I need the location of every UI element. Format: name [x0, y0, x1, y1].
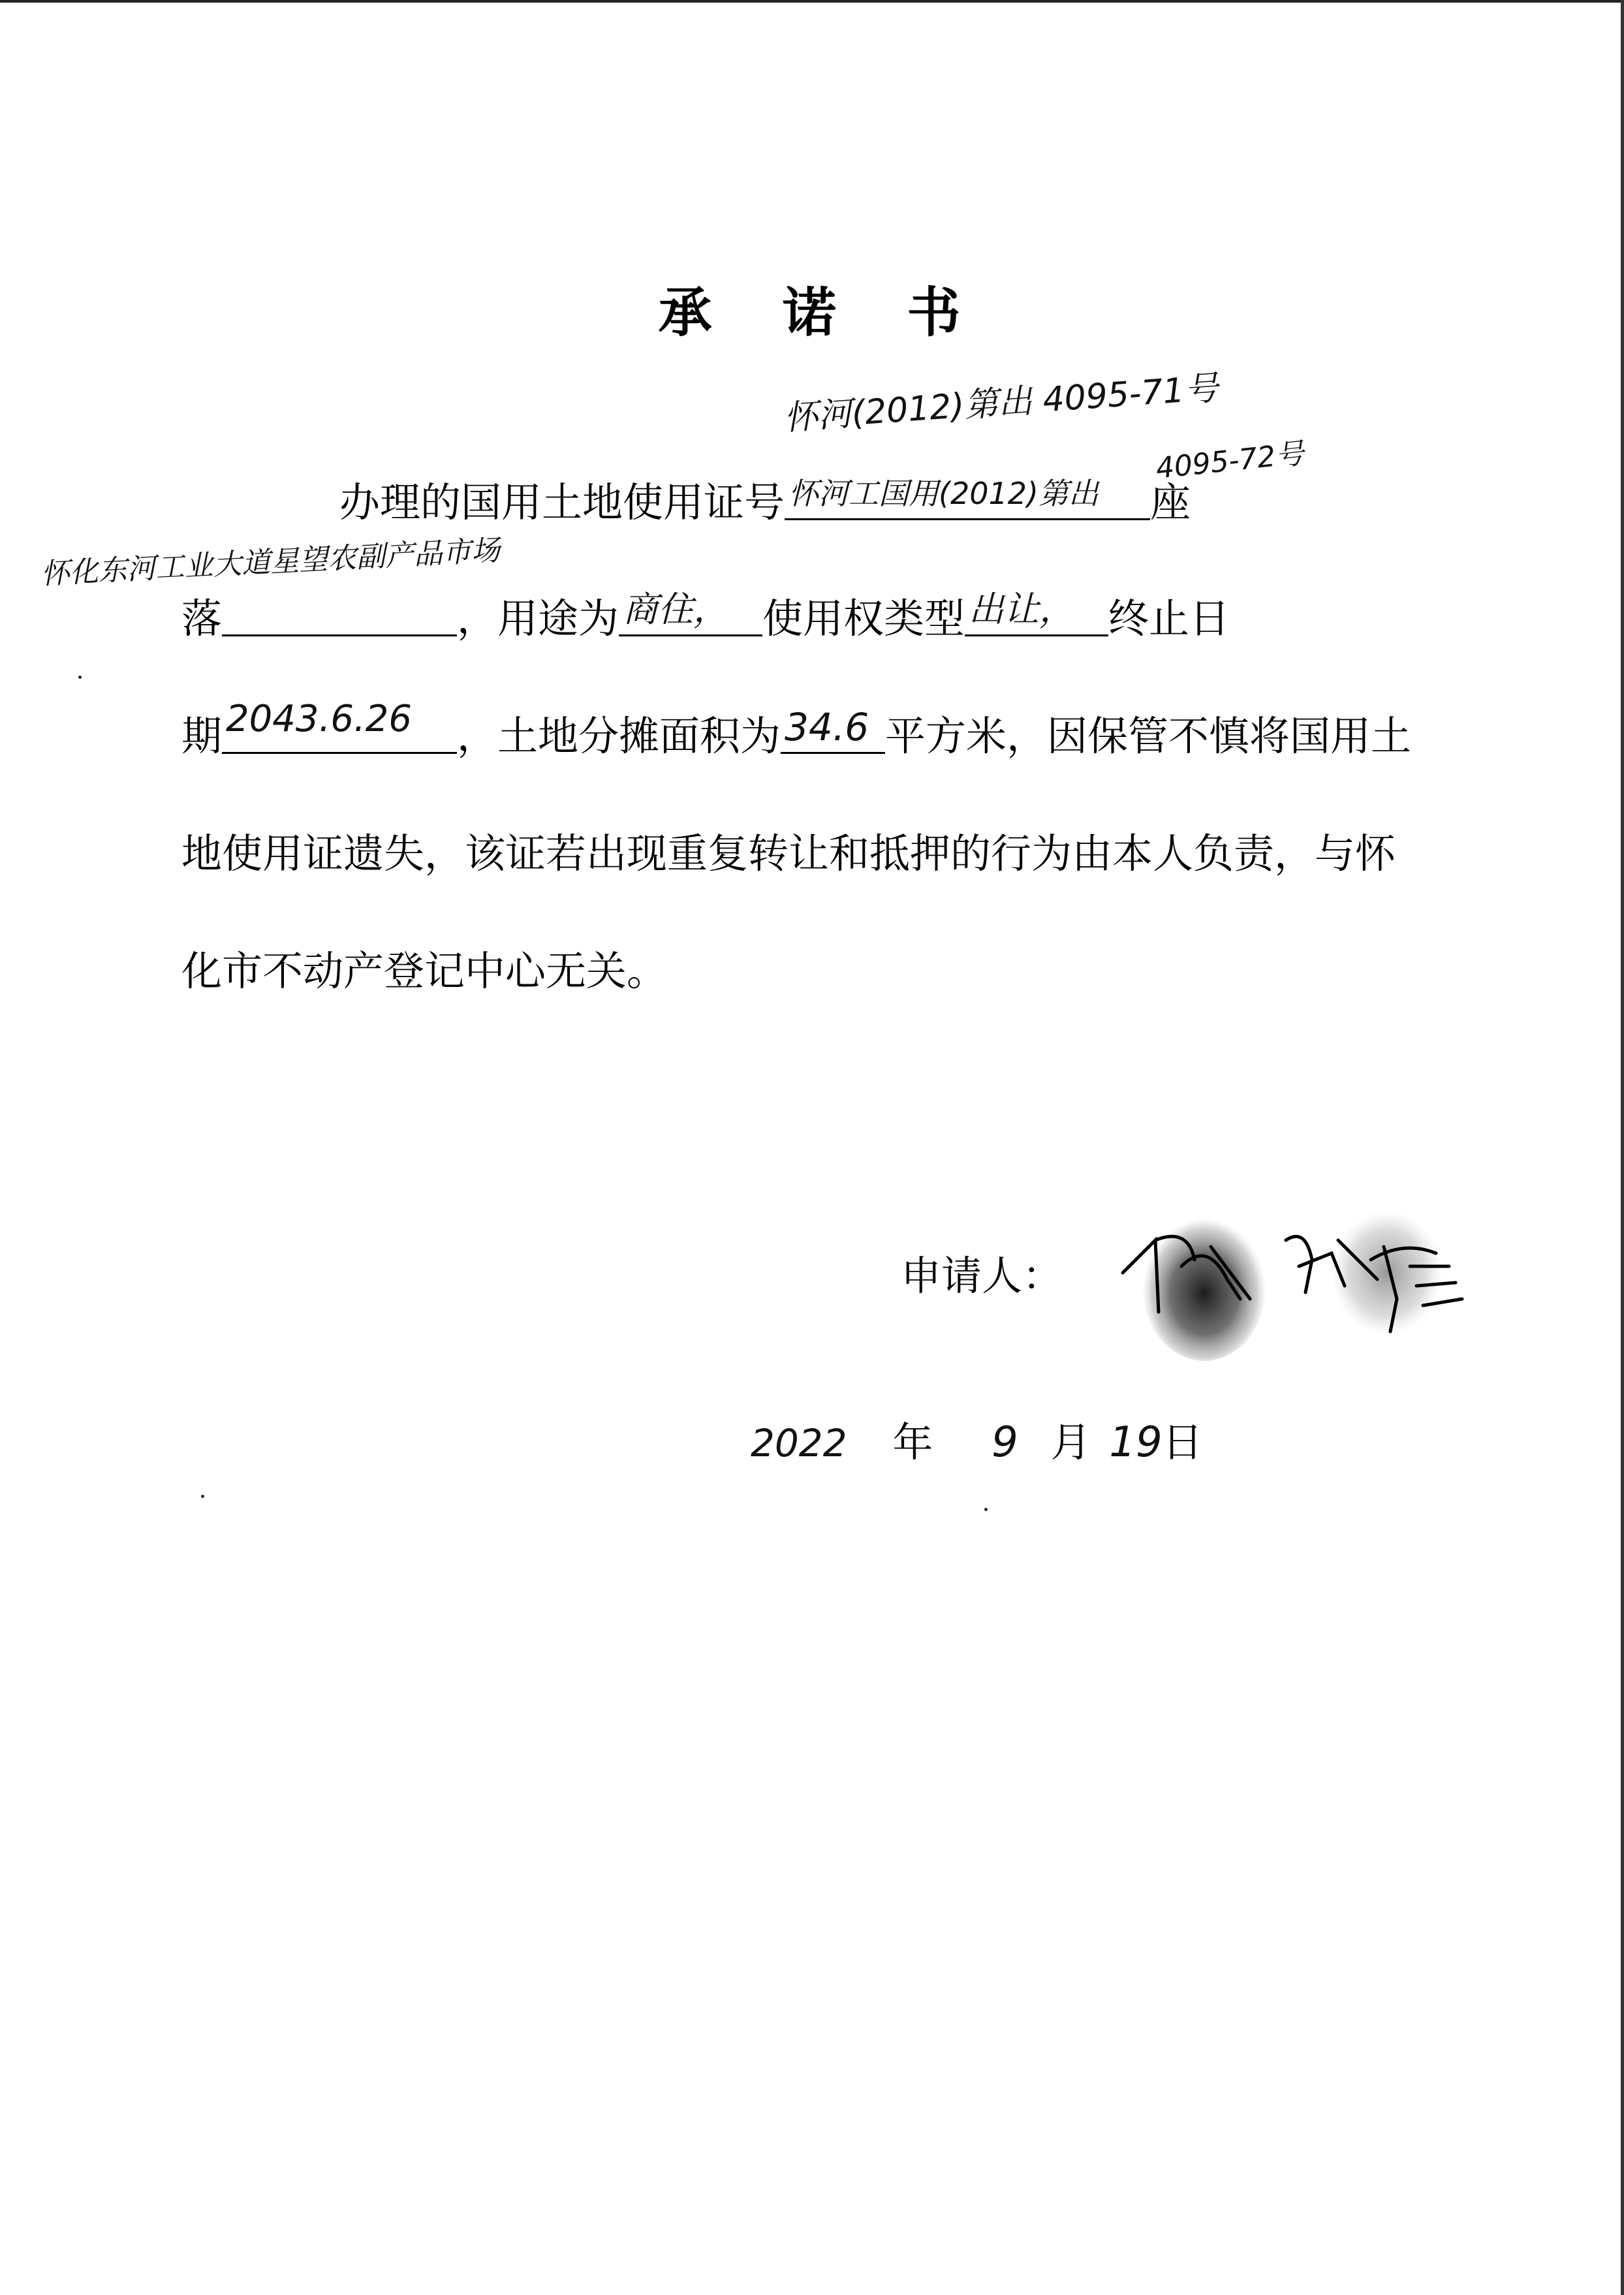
line-1 — [339, 476, 1191, 529]
handwritten-cert-number-above: 怀河(2012)第出 4095-71号 — [783, 368, 1220, 439]
handwritten-rights-type: 出让， — [969, 589, 1075, 630]
scan-edge-right — [1621, 0, 1624, 2295]
handwritten-cert-number-above2: 4095-72号 — [1154, 437, 1306, 486]
handwritten-location: 怀化东河工业大道星望农副产品市场 — [40, 533, 501, 591]
handwritten-month: 9 — [992, 1418, 1018, 1467]
cert-number-blank — [785, 478, 1150, 520]
area-blank — [781, 705, 885, 754]
line-2 — [181, 589, 1230, 645]
scan-speck — [984, 1508, 988, 1511]
location-blank — [222, 594, 457, 636]
scan-speck — [78, 676, 82, 679]
line3-suffix: 平方米，因保管不慎将国用土 — [885, 712, 1412, 760]
applicant-label: 申请人： — [901, 1252, 1063, 1300]
document-title: 承 诺 书 — [658, 282, 987, 344]
year-label: 年 — [892, 1418, 933, 1466]
line-3 — [181, 698, 1412, 762]
handwritten-year: 2022 — [751, 1421, 847, 1465]
end-date-blank — [222, 698, 457, 754]
line2-suffix: 终止日 — [1108, 595, 1230, 642]
month-label: 月 — [1050, 1418, 1091, 1466]
handwritten-area: 34.6 — [785, 705, 869, 749]
date-line — [751, 1416, 1203, 1469]
line3-prefix: 期 — [181, 712, 223, 760]
scan-edge-top — [0, 0, 1624, 3]
line2-prefix: 落 — [181, 595, 223, 642]
handwritten-end-date: 2043.6.26 — [226, 698, 413, 740]
line3-area-label: ，土地分摊面积为 — [457, 712, 781, 760]
use-blank — [619, 589, 762, 636]
line1-prefix: 办理的国用土地使用证号 — [339, 478, 785, 526]
fingerprint-left — [1142, 1211, 1266, 1361]
handwritten-use: 商住， — [623, 589, 729, 630]
handwritten-cert-number: 怀河工国用(2012)第出 — [789, 476, 1099, 511]
day-label: 日 — [1162, 1418, 1203, 1466]
handwritten-day: 19 — [1109, 1418, 1163, 1467]
line-4: 地使用证遗失，该证若出现重复转让和抵押的行为由本人负责，与怀 — [181, 830, 1396, 877]
line-5: 化市不动产登记中心无关。 — [181, 947, 668, 995]
signature-graphic — [1110, 1201, 1475, 1371]
line1-suffix: 座 — [1150, 478, 1191, 526]
scan-speck — [201, 1495, 204, 1498]
line2-use-label: ，用途为 — [457, 595, 619, 642]
fingerprint-right — [1332, 1211, 1443, 1335]
rights-blank — [965, 589, 1108, 636]
signature-with-fingerprints — [1110, 1201, 1475, 1371]
line2-rights-label: 使用权类型 — [762, 595, 965, 642]
